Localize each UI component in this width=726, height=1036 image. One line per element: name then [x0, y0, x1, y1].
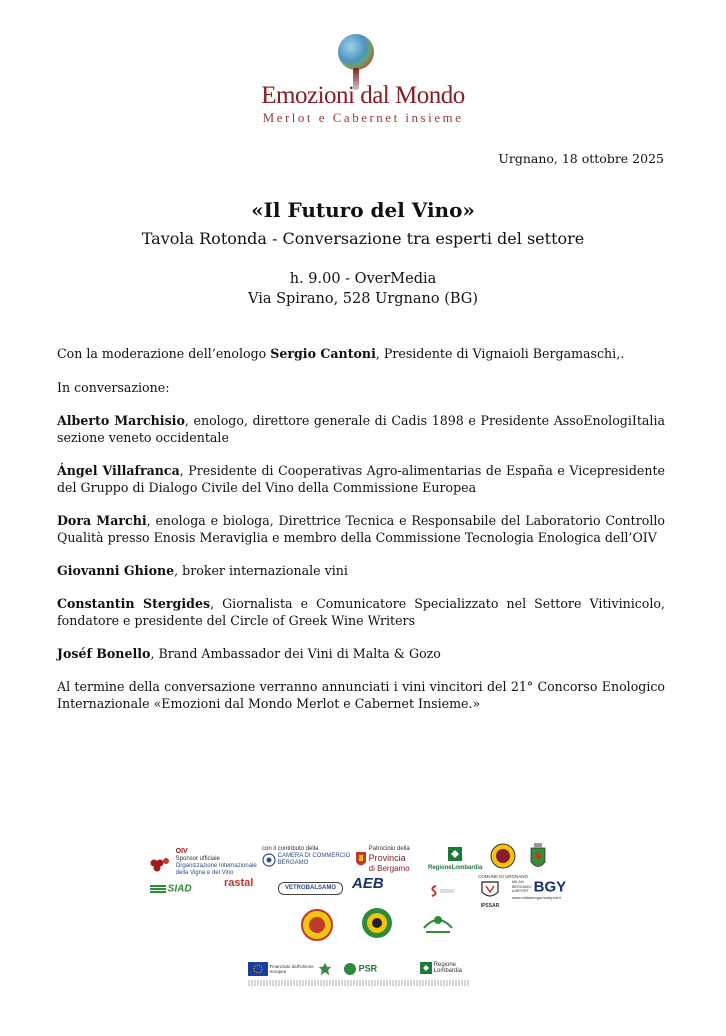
enology-s-icon	[428, 884, 456, 898]
document-title: «Il Futuro del Vino»	[251, 198, 475, 222]
wine-road-logo	[420, 908, 456, 941]
oiv-line3: della Vigna e del Vino	[175, 870, 234, 876]
provincia-line1: Provincia	[368, 853, 406, 863]
regione-lombardia-logo	[428, 846, 482, 872]
comune-urgnano-logo	[478, 842, 528, 881]
oiv-logo	[148, 848, 257, 877]
regione-lombardia-icon	[447, 846, 463, 862]
comune-urgnano-crest-icon	[490, 842, 516, 870]
speaker-paragraph	[57, 412, 665, 446]
speaker-name: Ángel Villafranca	[57, 463, 180, 478]
regione-lombardia-footer-logo	[420, 962, 468, 974]
regione-lombardia-footer-label: Regione Lombardia	[433, 962, 463, 974]
document-date: Urgnano, 18 ottobre 2025	[498, 151, 664, 166]
speaker-paragraph	[57, 595, 665, 629]
speaker-paragraph	[57, 645, 665, 662]
comune-line1: COMUNE DI URGNANO	[478, 874, 529, 879]
speaker-paragraph	[57, 562, 665, 579]
bgy-logo	[512, 880, 566, 902]
siad-logo	[150, 884, 192, 894]
oiv-grapes-icon	[148, 854, 174, 872]
oiv-line2: Organizzazione Internazionale	[175, 863, 257, 869]
provincia-bergamo-logo	[355, 846, 410, 874]
moderation-paragraph	[57, 345, 665, 362]
document-subtitle: Tavola Rotonda - Conversazione tra esperti del settore	[141, 229, 585, 248]
oiv-line1: Sponsor ufficiale	[175, 856, 220, 862]
document-body	[57, 345, 665, 712]
moderator-name: Sergio Cantoni	[270, 346, 376, 361]
speaker-name: Constantin Stergides	[57, 596, 211, 611]
speaker-desc: , enologa e biologa, Direttrice Tecnica e Responsabile del Laboratorio Controllo Qualità presso Enosis Meraviglia e membro della Commissione Tecnologia Enologica dell’OIV	[57, 513, 665, 545]
speaker-desc: , Giornalista e Comunicatore Specializzato nel Settore Vitivinicolo, fondatore e presidente del Circle of Greek Wine Writers	[57, 596, 665, 628]
funding-fine-print	[248, 980, 470, 986]
speaker-name: Alberto Marchisio	[57, 413, 185, 428]
seal-star-icon	[360, 906, 394, 940]
ipssar-logo	[480, 880, 500, 910]
provincia-line0: Patrocinio della	[368, 846, 410, 852]
speaker-name: Dora Marchi	[57, 513, 147, 528]
italy-emblem-logo	[318, 962, 332, 979]
speaker-paragraph	[57, 462, 665, 496]
camera-line1: CAMERA DI COMMERCIO	[277, 853, 351, 859]
camera-commercio-logo	[262, 846, 350, 867]
logo-name: Emozioni dal Mondo	[261, 82, 465, 109]
speaker-name: Giovanni Ghione	[57, 563, 175, 578]
regione-lombardia-footer-icon	[420, 962, 432, 974]
vetrobalsamo-label: VETROBALSAMO	[285, 885, 336, 891]
bgy-small-label: MILAN BERGAMO AIRPORT	[512, 880, 532, 893]
moderation-prefix: Con la moderazione dell’enologo	[57, 346, 271, 361]
psr-label: PSR	[358, 963, 378, 974]
comune-crest-icon	[528, 842, 548, 872]
bgy-label: BGY	[533, 878, 567, 896]
oiv-mark: OIV	[175, 848, 188, 855]
provincia-line2: di Bergamo	[368, 864, 410, 873]
comune-crest-logo	[528, 842, 548, 875]
camera-line2: BERGAMO	[277, 860, 309, 866]
moderation-suffix: , Presidente di Vignaioli Bergamaschi,.	[375, 346, 625, 361]
siad-label: SIAD	[167, 883, 192, 895]
event-address: Via Spirano, 528 Urgnano (BG)	[247, 291, 479, 307]
speaker-paragraph	[57, 512, 665, 546]
wine-road-icon	[420, 908, 456, 938]
rastal-logo	[224, 877, 254, 889]
speaker-name: Joséf Bonello	[57, 646, 151, 661]
bgy-site: www.milanbergamoairport.it	[512, 894, 562, 900]
aeb-logo	[352, 875, 384, 892]
rastal-label: rastal	[224, 877, 254, 889]
provincia-crest-icon	[355, 850, 367, 870]
closing-paragraph: Al termine della conversazione verranno annunciati i vini vincitori del 21° Concorso Enologico Internazionale «Emozioni dal Mondo Merlot e Cabernet Insieme.»	[57, 679, 665, 711]
psr-icon	[343, 962, 357, 976]
psr-logo	[343, 962, 377, 976]
speaker-desc: , Presidente di Cooperativas Agro-alimentarias de España e Vicepresidente del Gruppo di Dialogo Civile del Vino della Commissione Europea	[57, 463, 665, 495]
speaker-desc: , broker internazionale vini	[174, 563, 348, 578]
eu-flag-logo	[248, 962, 316, 976]
siad-stripes-icon	[150, 884, 166, 894]
speaker-desc: , enologo, direttore generale di Cadis 1898 e Presidente AssoEnologiItalia sezione veneto occidentale	[57, 413, 665, 445]
camera-line0: con il contributo della	[262, 846, 319, 852]
vetrobalsamo-logo	[278, 882, 343, 895]
regione-line1: RegioneLombardia	[428, 865, 483, 871]
eu-funded-label: Finanziato dall'Unione europea	[269, 964, 314, 974]
event-time-venue: h. 9.00 - OverMedia	[289, 271, 437, 287]
aeb-label: AEB	[352, 875, 384, 892]
ipssar-shield-icon	[480, 880, 500, 900]
enology-logo	[428, 884, 456, 901]
round-seal-logo-2	[360, 906, 394, 943]
camera-commercio-icon	[262, 853, 276, 867]
seal-badge-icon	[300, 908, 334, 942]
globe-glass-icon	[338, 34, 374, 70]
ipssar-label: IPSSAR	[480, 903, 500, 909]
logo-tagline: Merlot e Cabernet insieme	[262, 110, 464, 125]
eu-flag-icon	[248, 962, 268, 976]
round-seal-logo-1	[300, 908, 334, 945]
in-conversation-label: In conversazione:	[57, 380, 170, 395]
italy-emblem-icon	[318, 962, 332, 976]
speaker-desc: , Brand Ambassador dei Vini di Malta & Gozo	[150, 646, 441, 661]
